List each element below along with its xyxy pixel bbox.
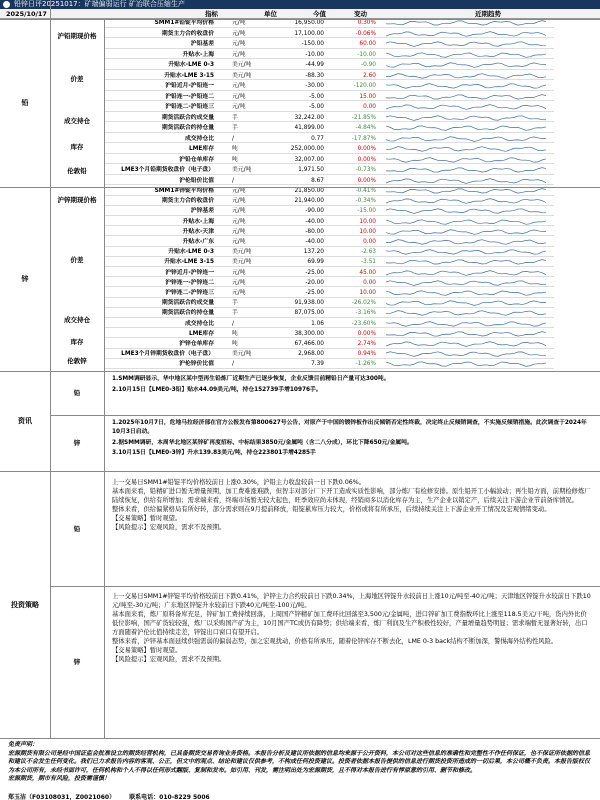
- trend-sparkline: [386, 198, 546, 204]
- news-zinc-label: 锌: [73, 439, 81, 447]
- news-item: 2.据SMM调研，本周华北地区某锌矿再度招标，中标结果3850元/金属吨（含二八分成），环比下降650元/金属吨。: [112, 439, 413, 446]
- divider: [104, 19, 105, 371]
- table-row: [104, 93, 554, 102]
- value: -40.00: [305, 239, 324, 245]
- header-change: 变动: [354, 10, 367, 18]
- trend-sparkline: [386, 188, 546, 194]
- value: 38,300.00: [294, 330, 324, 337]
- table-row: [104, 279, 554, 288]
- indicator-name: 沪铅基差: [190, 41, 214, 47]
- trend-line: [386, 301, 546, 306]
- trend-line: [386, 73, 546, 78]
- unit: 元/吨: [232, 279, 246, 286]
- trend-sparkline: [386, 31, 546, 37]
- section-lead-inv: 库存: [70, 142, 84, 151]
- trend-sparkline: [386, 62, 546, 68]
- section-lead-price: 沪铅期现价格: [57, 32, 97, 40]
- section-zinc-oi: 成交持仓: [64, 315, 90, 324]
- table-row: [104, 248, 554, 257]
- news-item: 3.10月15日【LME0-3锌】升水139.83美元/吨，持仓223801手增4285手: [112, 450, 316, 457]
- trend-line: [386, 178, 546, 183]
- trend-line: [386, 209, 546, 214]
- trend-line: [386, 157, 546, 162]
- section-zinc-arb: 伦敦锌: [67, 356, 87, 365]
- unit: 元/吨: [232, 20, 246, 26]
- indicator-name: 期货活跃合约成交量: [161, 300, 214, 307]
- indicator-name: 沪铅连二-沪铅连三: [165, 104, 214, 110]
- group-zinc: 锌: [21, 275, 29, 283]
- table-row: [104, 228, 554, 237]
- table-row: [104, 40, 554, 49]
- change: 0.94%: [357, 351, 376, 358]
- trend-sparkline: [386, 229, 546, 235]
- trend-line: [386, 331, 546, 336]
- trend-sparkline: [386, 20, 546, 26]
- change: -0.34%: [355, 198, 376, 205]
- table-row: [104, 269, 554, 278]
- trend-line: [386, 291, 546, 295]
- unit: 元/吨: [232, 51, 246, 58]
- value: -80.00: [305, 228, 324, 235]
- value: 21,940.00: [294, 198, 324, 205]
- table-row: [104, 19, 554, 28]
- change: -23.60%: [351, 320, 376, 327]
- value: -88.30: [305, 72, 324, 79]
- trend-sparkline: [386, 219, 546, 225]
- trend-sparkline: [386, 125, 546, 131]
- disclaimer-contact: 宏源期货，期市有风险，投资需谨慎！: [8, 775, 111, 782]
- trend-line: [386, 311, 546, 316]
- strategy-zinc-label: 锌: [73, 658, 81, 666]
- indicator-name: 沪铅连一-沪铅连二: [165, 93, 214, 100]
- value: 1,971.50: [298, 167, 324, 173]
- trend-sparkline: [386, 351, 546, 357]
- unit: 元/吨: [232, 188, 246, 194]
- trend-line: [386, 219, 546, 223]
- trend-line: [386, 42, 546, 47]
- strategy-paragraph: 【风险提示】宏观风险，需求不及预期。: [112, 656, 226, 663]
- news-lead: [112, 375, 592, 397]
- trend-sparkline: [386, 52, 546, 58]
- indicator-name: 期货活跃合约持仓量: [161, 310, 214, 317]
- trend-line: [386, 94, 546, 99]
- group-news: 资讯: [18, 417, 32, 425]
- indicator-name: 期货活跃合约持仓量: [161, 125, 214, 131]
- indicator-name: SMM1#铅锭平均价格: [154, 20, 214, 26]
- change: -3.51: [361, 259, 376, 266]
- trend-sparkline: [386, 361, 546, 367]
- value: 17,100.00: [294, 30, 324, 37]
- report-title-bar: [0, 0, 600, 9]
- trend-line: [386, 147, 546, 152]
- unit: /: [232, 177, 234, 184]
- change: 0.00%: [357, 177, 376, 184]
- trend-line: [386, 240, 546, 245]
- trend-line: [386, 281, 546, 286]
- indicator-name: 沪锌近月-沪锌连一: [165, 269, 214, 276]
- trend-sparkline: [386, 300, 546, 306]
- indicator-name: 升贴水-LME 3-15: [164, 72, 214, 79]
- trend-line: [386, 84, 546, 89]
- value: 21,850.00: [294, 188, 324, 194]
- indicator-name: 沪铅近月-沪铅连一: [165, 83, 214, 89]
- trend-sparkline: [386, 341, 546, 347]
- change: -0.41%: [355, 188, 376, 194]
- trend-line: [386, 230, 546, 235]
- header-indicator: 指标: [205, 10, 218, 18]
- table-row: [104, 360, 554, 369]
- disclaimer-title: 免责声明：: [8, 741, 39, 748]
- unit: 吨: [232, 341, 238, 347]
- indicator-name: 升贴水-LME 3-15: [164, 259, 214, 266]
- indicator-name: 期货主力合约收盘价: [161, 30, 214, 37]
- trend-sparkline: [386, 104, 546, 110]
- unit: 元/吨: [232, 41, 246, 47]
- trend-sparkline: [386, 270, 546, 276]
- trend-line: [386, 126, 546, 130]
- change: 0.00%: [357, 156, 376, 163]
- trend-line: [386, 136, 546, 141]
- trend-line: [386, 31, 546, 36]
- table-row: [104, 30, 554, 39]
- value: 252,000.00: [290, 146, 324, 152]
- strategy-paragraph: 基本面来看，铅精矿进口暂无增量预期，加工费难涨难跌，但智丰对部分厂下开工造成实质性影响，部分炼厂有检修安排。原生铅开工小幅波动；再生铅方面，前期检修炼厂陆续恢复，供给有所增加；需求端来看，终端市场暂无较大起色，旺季效应尚未体现，经销商多以消化库存为主，生产企业以销定产，后续关注下游企业节前备库情况。: [112, 488, 591, 504]
- table-row: [104, 114, 554, 123]
- change: -21.85%: [351, 114, 376, 121]
- table-row: [104, 124, 554, 133]
- change: -0.90: [361, 62, 376, 68]
- indicator-name: SMM1#锌锭平均价格: [154, 188, 214, 194]
- value: 7.39: [311, 361, 324, 368]
- unit: /: [232, 320, 234, 327]
- unit: 美元/吨: [232, 259, 252, 266]
- indicator-name: 期货主力合约收盘价: [161, 198, 214, 205]
- value: 0.77: [311, 135, 324, 142]
- unit: /: [232, 361, 234, 368]
- trend-sparkline: [386, 157, 546, 163]
- divider: [0, 738, 600, 739]
- change: -0.73%: [355, 167, 376, 173]
- indicator-name: 沪锌连二-沪锌连三: [165, 290, 214, 296]
- value: 32,242.00: [294, 114, 324, 121]
- unit: 元/吨: [232, 239, 246, 245]
- table-row: [104, 350, 554, 359]
- change: -15.00: [357, 208, 376, 215]
- unit: 美元/吨: [232, 62, 252, 68]
- strategy-lead-label: 铅: [73, 524, 81, 533]
- change: 0.00: [363, 239, 376, 245]
- divider: [104, 371, 105, 738]
- section-lead-arb: 伦敦铅: [67, 167, 87, 175]
- indicator-name: LME3个月锌期货收盘价（电子盘）: [121, 351, 214, 358]
- change: 0.00: [363, 279, 376, 286]
- indicator-name: 升贴水-上海: [182, 218, 214, 225]
- header-unit: 单位: [264, 10, 277, 18]
- indicator-name: 成交持仓比: [185, 320, 214, 327]
- unit: 元/吨: [232, 198, 246, 205]
- strategy-paragraph: 上一交易日SMM1#铅锭平均价格较前日上涨0.30%，沪铅主力收盘较前一日下跌0.06%。: [112, 479, 366, 486]
- strategy-paragraph: 整体来看，沪锌基本面延续供强需弱的偏弱态势，加之宏观扰动，价格有所承压，随着伦锌库存不断去化，LME 0-3 back结构不断加深，警惕海外结构性风险。: [112, 638, 558, 645]
- change: -4.84%: [355, 125, 376, 131]
- change: 0.00%: [357, 146, 376, 152]
- header-date: 2025/10/17: [6, 10, 47, 18]
- value: 2,968.00: [298, 351, 324, 358]
- section-zinc-inv: 库存: [70, 337, 84, 346]
- unit: 元/吨: [232, 290, 246, 296]
- indicator-name: 期货活跃合约成交量: [161, 114, 214, 121]
- trend-line: [386, 105, 546, 110]
- indicator-name: 沪锌仓单库存: [179, 341, 214, 347]
- value: 1.06: [311, 320, 324, 327]
- value: -40.00: [305, 218, 324, 225]
- table-row: [104, 218, 554, 227]
- section-lead-spread: 价差: [70, 74, 84, 83]
- trend-line: [386, 362, 546, 366]
- trend-line: [386, 199, 546, 204]
- value: 91,938.00: [294, 300, 324, 307]
- news-item: 2.10月15日【LME0-3铅】贴水44.09美元/吨，持仓152739手增10976手。: [112, 386, 322, 393]
- trend-sparkline: [386, 239, 546, 245]
- change: 45.00: [359, 269, 376, 276]
- trend-sparkline: [386, 167, 546, 173]
- unit: 美元/吨: [232, 351, 252, 358]
- news-item: 1.SMM调研显示，华中地区某中型再生铅炼厂近期生产已逐步恢复，企业反馈目前精铅日产量可达300吨。: [112, 376, 390, 382]
- value: -10.00: [305, 51, 324, 58]
- trend-sparkline: [386, 259, 546, 265]
- unit: 美元/吨: [232, 249, 252, 256]
- trend-line: [386, 168, 546, 173]
- change: -2.63: [361, 249, 376, 256]
- section-zinc-price: 沪锌期现价格: [57, 196, 97, 204]
- divider: [50, 586, 600, 587]
- trend-sparkline: [386, 115, 546, 121]
- change: -1.26%: [355, 361, 376, 368]
- trend-line: [386, 21, 546, 25]
- table-row: [104, 156, 554, 165]
- trend-line: [386, 63, 546, 68]
- table-row: [104, 61, 554, 70]
- trend-line: [386, 250, 546, 255]
- header-trend: 近期趋势: [475, 10, 501, 18]
- change: 15.00: [359, 93, 376, 100]
- indicator-name: 沪伦锌价比值: [179, 361, 214, 368]
- indicator-name: 升贴水-上海: [182, 51, 214, 58]
- strategy-paragraph: 基本面来看，炼厂原料备库充足，锌矿加工费持续回落，上周国产锌精矿加工费环比回落至3,500元/金属吨，进口锌矿加工费指数环比上涨至118.5美元/干吨，货内外比价低位影响，国产矿货较较强，炼厂以采购国产矿为主，10月国产TC或仍有降势；供给端来看，炼厂利润及生产积极性较好，产量增量趋势明显；需求端暂无显著好转，出口方面随着沪伦比值持续走差，锌锭出口窗口有望开启。: [112, 611, 588, 636]
- unit: 手: [232, 125, 238, 131]
- footer-phone: 联系电话：010-8229 5006: [129, 794, 210, 800]
- table-row: [104, 82, 554, 91]
- trend-sparkline: [386, 83, 546, 89]
- trend-line: [386, 52, 546, 56]
- trend-line: [386, 189, 546, 193]
- indicator-name: LME库存: [188, 330, 214, 337]
- table-row: [104, 207, 554, 216]
- value: -90.00: [305, 208, 324, 215]
- change: -3.16%: [355, 310, 376, 317]
- unit: 手: [232, 310, 238, 317]
- table-row: [104, 299, 554, 308]
- change: 2.74%: [357, 341, 376, 347]
- table-row: [104, 309, 554, 318]
- value: 69.99: [307, 259, 324, 266]
- value: 16,950.00: [294, 20, 324, 26]
- trend-sparkline: [386, 73, 546, 79]
- unit: 元/吨: [232, 228, 246, 235]
- indicator-name: 沪铅仓单库存: [179, 156, 214, 163]
- value: -20.00: [305, 279, 324, 286]
- table-row: [104, 289, 554, 298]
- unit: 元/吨: [232, 93, 246, 100]
- company-logo-icon: [3, 1, 10, 8]
- value: -44.99: [305, 62, 324, 68]
- section-lead-oi: 成交持仓: [64, 117, 90, 125]
- table-row: [104, 51, 554, 60]
- change: 10.00: [359, 218, 376, 225]
- trend-line: [386, 342, 546, 347]
- divider: [50, 415, 600, 416]
- trend-sparkline: [386, 290, 546, 296]
- value: 67,466.00: [294, 341, 324, 347]
- value: -150.00: [301, 41, 324, 47]
- table-row: [104, 145, 554, 154]
- trend-line: [386, 321, 546, 326]
- value: 32,007.00: [294, 156, 324, 163]
- trend-line: [386, 115, 546, 120]
- unit: 美元/吨: [232, 167, 252, 173]
- value: -5.00: [309, 93, 324, 100]
- trend-line: [386, 270, 546, 275]
- report-title: 铅锌日评20251017：矿端偏弱运行 矿冶联合压缩生产: [14, 0, 185, 8]
- change: 0.30%: [357, 20, 376, 26]
- trend-line: [386, 352, 546, 357]
- news-zinc: [112, 419, 592, 460]
- unit: 美元/吨: [232, 72, 252, 79]
- unit: 元/吨: [232, 208, 246, 215]
- change: -120.00: [353, 83, 376, 89]
- value: -5.00: [309, 104, 324, 110]
- news-lead-label: 铅: [73, 389, 81, 397]
- table-row: [104, 340, 554, 349]
- indicator-name: 升贴水-广东: [182, 239, 214, 245]
- table-row: [104, 135, 554, 144]
- table-header: [0, 9, 600, 19]
- table-row: [104, 166, 554, 175]
- table-row: [104, 330, 554, 339]
- unit: 吨: [232, 156, 238, 163]
- group-lead: 铅: [21, 99, 29, 107]
- trend-line: [386, 260, 546, 265]
- strategy-paragraph: 【风险提示】宏观风险，需求不及预期。: [112, 524, 226, 531]
- change: -0.06%: [355, 30, 376, 37]
- trend-sparkline: [386, 178, 546, 184]
- value: -25.00: [305, 269, 324, 276]
- section-zinc-spread: 价差: [70, 255, 84, 264]
- value: 8.67: [311, 177, 324, 184]
- unit: 吨: [232, 146, 238, 152]
- footer-analyst: 郑玉洁（F03108031，Z0021060）: [8, 794, 116, 800]
- change: 0.00: [363, 104, 376, 110]
- indicator-name: 沪锌连一-沪锌连二: [165, 279, 214, 286]
- value: 41,899.00: [294, 125, 324, 131]
- change: 60.00: [359, 41, 376, 47]
- value: 137.20: [303, 249, 324, 256]
- trend-sparkline: [386, 310, 546, 316]
- indicator-name: LME3个月铅期货收盘价（电子盘）: [121, 167, 214, 173]
- strategy-paragraph: 上一交易日SMM1#锌锭平均价格较前日下跌0.41%，沪锌主力合约较前日下跌0.34%，上海地区锌锭升水较前日上涨10元/吨至-40元/吨；天津地区锌锭升水较前日下跌10元/吨至-30元/吨；广东地区锌锭升水较前日下跌40元/吨至-100元/吨。: [112, 593, 591, 609]
- trend-sparkline: [386, 331, 546, 337]
- strategy-zinc: [112, 592, 592, 664]
- trend-sparkline: [386, 136, 546, 142]
- change: 10.00: [359, 228, 376, 235]
- trend-sparkline: [386, 280, 546, 286]
- indicator-name: 升贴水-LME 0-3: [168, 62, 214, 68]
- strategy-lead: [112, 478, 592, 532]
- value: -25.00: [305, 290, 324, 296]
- table-row: [104, 177, 554, 186]
- indicator-name: 沪锌基差: [190, 208, 214, 215]
- divider: [0, 187, 600, 188]
- unit: 吨: [232, 330, 238, 337]
- change: -26.02%: [351, 300, 376, 307]
- strategy-paragraph: 整体来看，供给偏紧格局有所好转，部分需求则在9月提前释放，铅锭累库压力较大，价格或将有所承压，后续持续关注上下游企业开工情况及宏观情绪变动。: [112, 506, 551, 513]
- table-row: [104, 320, 554, 329]
- table-row: [104, 238, 554, 247]
- trend-sparkline: [386, 94, 546, 100]
- unit: 元/吨: [232, 218, 246, 225]
- unit: 元/吨: [232, 269, 246, 276]
- group-strategy: 投资策略: [11, 600, 39, 609]
- trend-sparkline: [386, 146, 546, 152]
- change: -17.87%: [351, 135, 376, 142]
- change: 0.00%: [357, 330, 376, 337]
- unit: 元/吨: [232, 104, 246, 110]
- trend-sparkline: [386, 321, 546, 327]
- indicator-name: 升贴水-天津: [182, 228, 214, 235]
- value: -30.00: [305, 83, 324, 89]
- trend-sparkline: [386, 249, 546, 255]
- disclaimer: [8, 741, 593, 784]
- footer: [8, 792, 593, 800]
- unit: 手: [232, 300, 238, 307]
- indicator-name: 升贴水-LME 0-3: [168, 249, 214, 256]
- header-value: 今值: [313, 10, 326, 18]
- value: 87,075.00: [294, 310, 324, 317]
- disclaimer-body: 宏源期货有限公司是经中国证监会批准设立的期货经营机构，已具备期货交易咨询业务资格。本报告分析及建议所依据的信息均来源于公开资料，本公司对这些信息的准确性和完整性不作任何保证，也不保证所依据的信息和建议不会发生任何变化。我们已力求报告内容的客观、公正，但文中的观点、结论和建议仅供参考，不构成任何投资建议。投资者依据本报告提供的信息进行期货投资所造成的一切后果，本公司概不负责。本报告版权仅为本公司所有，未经书面许可，任何机构和个人不得以任何形式翻版、复制和发布。如引用、刊发，需注明出处为宏源期货，且不得对本报告进行有悖原意的引用、删节和修改。: [8, 749, 591, 774]
- change: 2.60: [363, 72, 376, 79]
- indicator-name: 沪伦铅价比值: [179, 177, 214, 184]
- unit: /: [232, 135, 234, 142]
- unit: 元/吨: [232, 83, 246, 89]
- change: -10.00: [357, 51, 376, 58]
- trend-sparkline: [386, 208, 546, 214]
- change: 10.00: [359, 290, 376, 296]
- strategy-paragraph: 【交易策略】暂时观望。: [112, 515, 182, 522]
- news-item: 1.2025年10月7日，危地马拉经济部在官方公报发布第800627号公告，对原产于中国的镀锌板作出反倾销否定性终裁，决定终止反倾销调查，不实施反倾销措施。此次调查于2024年10月3日启动。: [112, 420, 587, 435]
- unit: 元/吨: [232, 30, 246, 37]
- table-row: [104, 187, 554, 196]
- table-row: [104, 197, 554, 206]
- indicator-name: LME库存: [188, 146, 214, 152]
- divider: [0, 19, 600, 20]
- table-row: [104, 258, 554, 267]
- strategy-paragraph: 【交易策略】暂时观望。: [112, 647, 182, 654]
- indicator-name: 成交持仓比: [185, 135, 214, 142]
- table-row: [104, 72, 554, 81]
- unit: 手: [232, 114, 238, 121]
- table-row: [104, 103, 554, 112]
- trend-sparkline: [386, 41, 546, 47]
